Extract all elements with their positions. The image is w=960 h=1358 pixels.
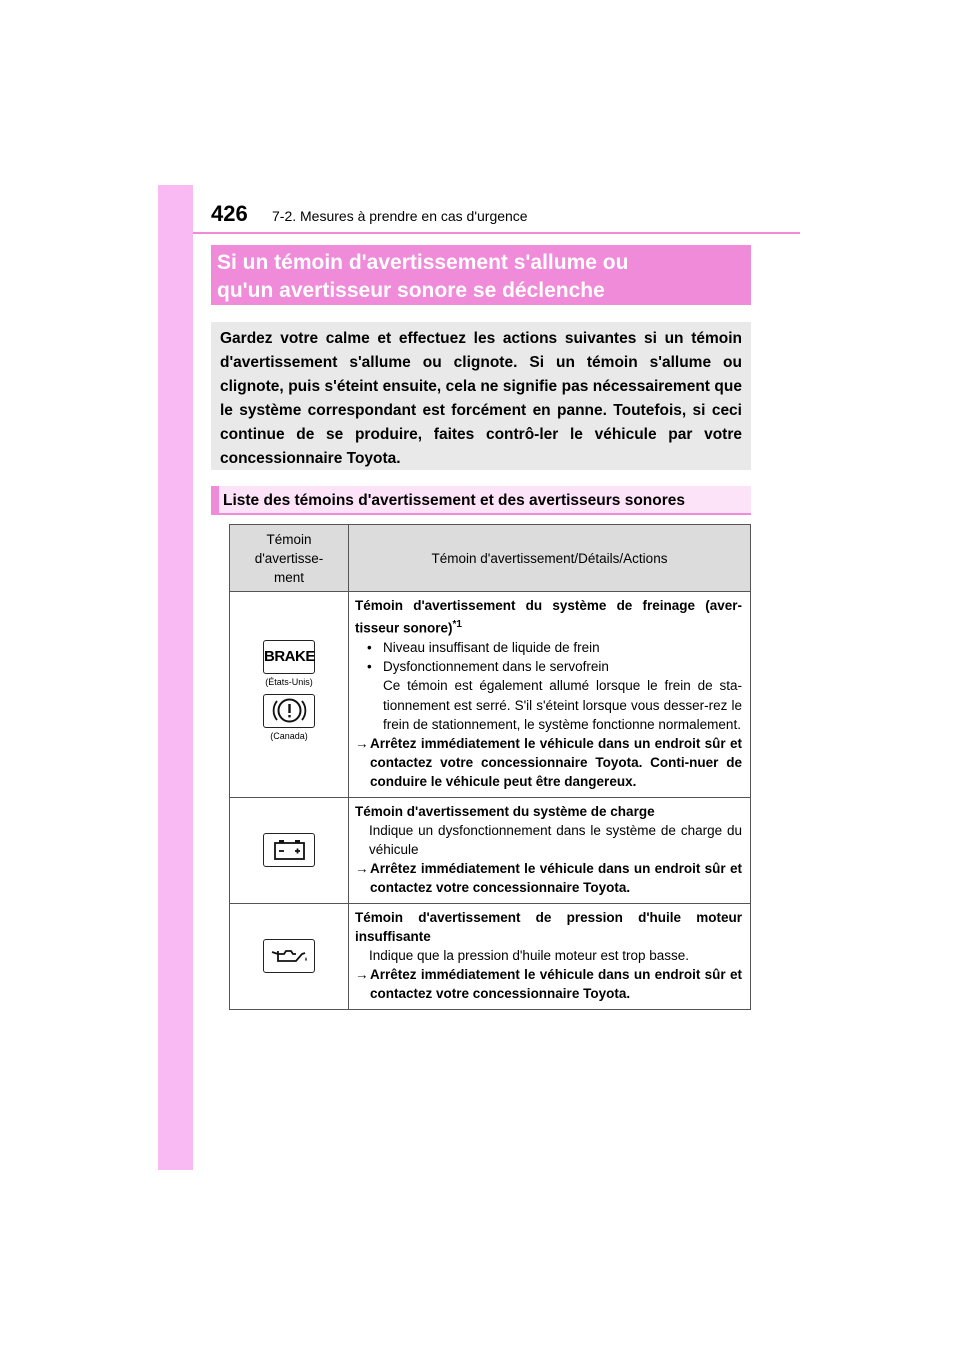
section-title: 7-2. Mesures à prendre en cas d'urgence xyxy=(272,208,528,224)
warning-title xyxy=(355,596,742,638)
side-band xyxy=(158,185,193,1170)
header-rule xyxy=(193,232,800,234)
region-label-usa: (États-Unis) xyxy=(265,677,313,688)
action-instruction xyxy=(355,859,742,897)
column-header-details: Témoin d'avertissement/Détails/Actions xyxy=(349,525,751,592)
action-instruction xyxy=(355,734,742,792)
page-number: 426 xyxy=(211,201,248,226)
footnote-marker: *1 xyxy=(452,619,462,631)
arrow-icon: → xyxy=(355,861,369,877)
brake-icon-text: BRAKE xyxy=(264,648,315,666)
detail-cell xyxy=(349,592,751,798)
detail-cell xyxy=(349,903,751,1009)
warning-table xyxy=(229,524,751,1010)
page-title xyxy=(211,245,751,305)
action-text: Arrêtez immédiatement le véhicule dans un endroit sûr et contactez votre concessionnaire Toyota. xyxy=(370,967,742,1002)
detail-cell xyxy=(349,797,751,903)
action-text: Arrêtez immédiatement le véhicule dans un endroit sûr et contactez votre concessionnaire Toyota. xyxy=(370,861,742,896)
brake-icon xyxy=(263,640,315,674)
icon-cell xyxy=(230,903,349,1009)
icon-cell xyxy=(230,797,349,903)
arrow-icon: → xyxy=(355,735,369,751)
warning-title-text: Témoin d'avertissement du système de freinage (aver-tisseur sonore) xyxy=(355,598,742,636)
warning-description: Indique un dysfonctionnement dans le système de charge du véhicule xyxy=(369,822,742,857)
intro-paragraph: Gardez votre calme et effectuez les actions suivantes si un témoin d'avertissement s'allume ou clignote. Si un témoin s'allume ou clignote, puis s'éteint ensuite, cela ne signifie pas nécessairement que le système correspondant est forcément en panne. Toutefois, si ceci continue de se produire, faites contrô-ler le véhicule par votre concessionnaire Toyota. xyxy=(211,322,751,470)
battery-icon xyxy=(263,833,315,867)
oil-pressure-icon xyxy=(263,939,315,973)
arrow-icon: → xyxy=(355,967,369,983)
bullet-item: • Dysfonctionnement dans le servofrein xyxy=(355,657,742,676)
exclamation-circle-icon xyxy=(263,694,315,728)
table-row xyxy=(230,903,751,1009)
table-row xyxy=(230,797,751,903)
table-row xyxy=(230,592,751,798)
warning-note: Ce témoin est également allumé lorsque le frein de sta-tionnement est serré. S'il s'éteint lorsque vous desser-rez le frein de stationnement, le système fonctionne normalement. xyxy=(383,678,742,732)
list-heading: Liste des témoins d'avertissement et des avertisseurs sonores xyxy=(211,486,751,515)
page-title-line-1: Si un témoin d'avertissement s'allume ou xyxy=(217,251,629,274)
action-instruction xyxy=(355,965,742,1003)
column-header-icon: Témoin d'avertisse-ment xyxy=(230,525,349,592)
bullet-item: • Niveau insuffisant de liquide de frein xyxy=(355,638,742,657)
warning-title: Témoin d'avertissement du système de charge xyxy=(355,803,655,819)
warning-description: Indique que la pression d'huile moteur est trop basse. xyxy=(369,947,690,963)
region-label-canada: (Canada) xyxy=(270,731,308,742)
warning-title: Témoin d'avertissement de pression d'huile moteur insuffisante xyxy=(355,909,742,944)
action-text: Arrêtez immédiatement le véhicule dans un endroit sûr et contactez votre concessionnaire Toyota. Conti-nuer de conduire le véhicule peut être dangereux. xyxy=(370,735,742,790)
page-title-line-2: qu'un avertisseur sonore se déclenche xyxy=(217,279,605,302)
icon-cell xyxy=(230,592,349,798)
table-header-row xyxy=(230,525,751,592)
